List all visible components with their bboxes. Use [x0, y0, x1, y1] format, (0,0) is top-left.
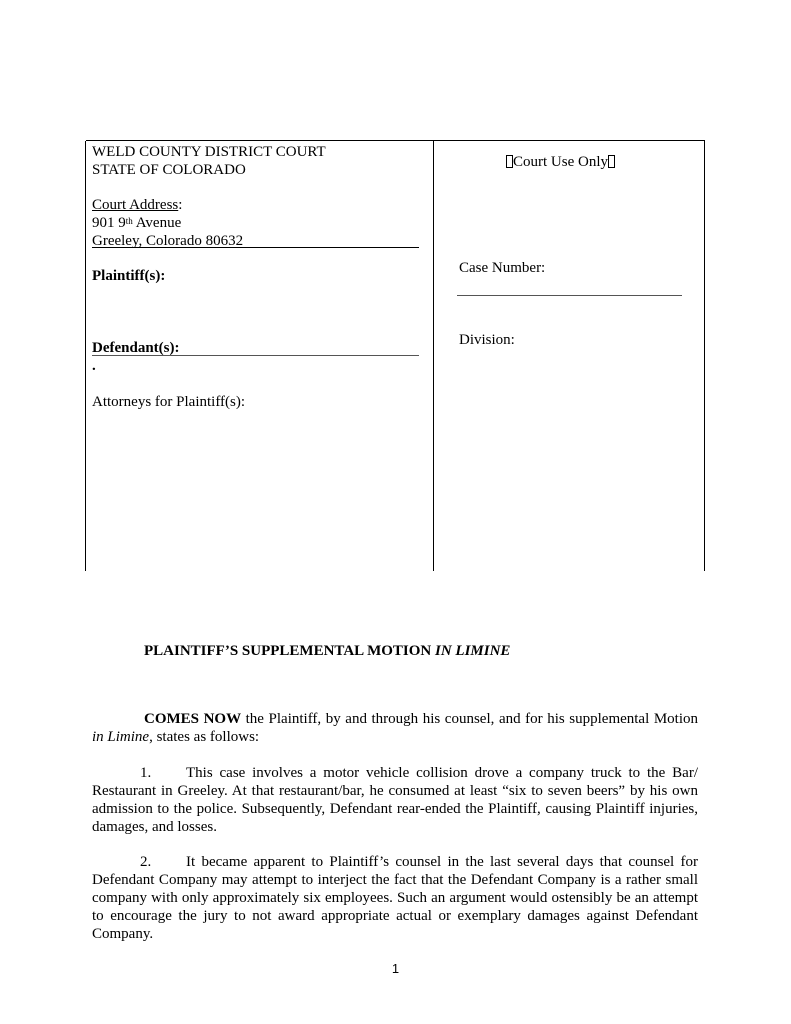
- court-use-only: [506, 153, 615, 171]
- court-use-only-text: Court Use Only: [513, 154, 608, 170]
- intro-text-1: the Plaintiff, by and through his counsel, and for his supplemental Motion: [241, 711, 698, 727]
- numbered-paragraph-1: [92, 764, 698, 836]
- court-address-city: Greeley, Colorado 80632: [92, 233, 244, 249]
- court-address-label-text: Court Address: [92, 197, 179, 213]
- court-address-street: [92, 214, 181, 232]
- case-number-label: Case Number:: [459, 260, 546, 276]
- motion-title-italic: IN LIMINE: [435, 643, 511, 659]
- intro-paragraph: [92, 710, 698, 746]
- court-state: STATE OF COLORADO: [92, 162, 246, 178]
- box-glyph-icon: [506, 155, 513, 168]
- caption-right-border: [704, 141, 705, 571]
- paragraph-text: This case involves a motor vehicle collision drove a company truck to the Bar/ Restaurant in Greeley. At that restaurant/bar, he consumed at least “six to seven beers” by his own admission to the police. Subsequently, Defendant rear-ended the Plaintiff, causing Plaintiff injuries, damages, and losses.: [92, 765, 698, 835]
- caption-center-divider: [433, 141, 434, 571]
- box-glyph-icon: [608, 155, 615, 168]
- address-underline: [92, 247, 419, 248]
- court-address-colon: :: [178, 197, 183, 213]
- defendant-underline: [92, 355, 419, 356]
- ordinal-suffix: th: [125, 216, 133, 226]
- plaintiff-label: Plaintiff(s):: [92, 268, 166, 284]
- intro-bold: COMES NOW: [144, 711, 242, 727]
- page-number: 1: [391, 961, 400, 976]
- paragraph-number: 1.: [140, 765, 152, 781]
- defendant-dot: .: [92, 358, 96, 374]
- street-number: 901 9: [92, 215, 126, 231]
- numbered-paragraph-2: [92, 853, 698, 943]
- street-name: Avenue: [132, 215, 182, 231]
- court-address-label: [92, 196, 182, 214]
- caption-left-border: [85, 141, 86, 571]
- attorneys-label: Attorneys for Plaintiff(s):: [92, 394, 246, 410]
- court-name: WELD COUNTY DISTRICT COURT: [92, 144, 326, 160]
- paragraph-number: 2.: [140, 854, 152, 870]
- division-label: Division:: [459, 332, 515, 348]
- defendant-label: Defendant(s):: [92, 340, 180, 356]
- paragraph-text: It became apparent to Plaintiff’s counsel in the last several days that counsel for Defendant Company may attempt to interject the fact that the Defendant Company is a rather small company with only approximately six employees. Such an argument would ostensibly be an attempt to encourage the jury to not award appropriate actual or exemplary damages against Defendant Company.: [92, 854, 698, 942]
- motion-title: [144, 643, 510, 660]
- intro-italic: in Limine: [92, 729, 150, 745]
- motion-title-main: PLAINTIFF’S SUPPLEMENTAL MOTION: [144, 643, 435, 659]
- case-caption-box: [86, 140, 705, 571]
- case-number-line: [457, 295, 682, 296]
- intro-text-2: , states as follows:: [149, 729, 260, 745]
